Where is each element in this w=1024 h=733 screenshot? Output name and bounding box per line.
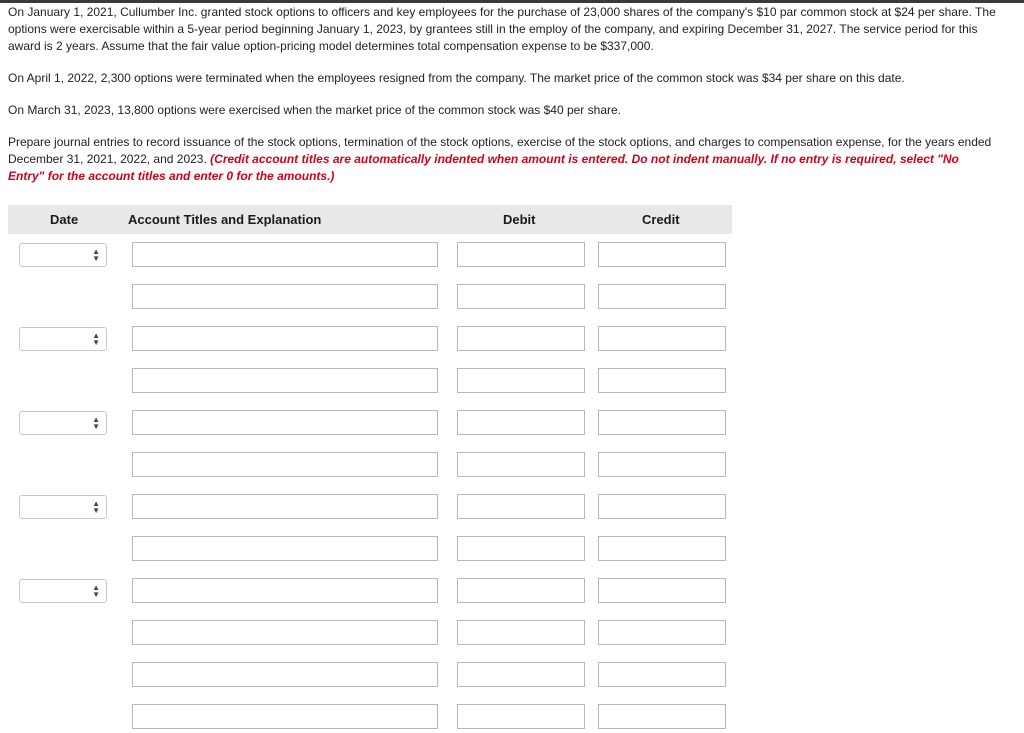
- header-debit: Debit: [503, 212, 536, 227]
- debit-input[interactable]: [457, 620, 585, 645]
- journal-table-header: [8, 205, 732, 234]
- credit-input[interactable]: [598, 326, 726, 351]
- instructions-note: (Credit account titles are automatically indented when amount is entered. Do not indent manually. If no entry is required, select "No Entry" for the account titles and enter 0 for the amounts.): [8, 152, 959, 183]
- date-select[interactable]: [19, 579, 107, 603]
- credit-input[interactable]: [598, 452, 726, 477]
- credit-input[interactable]: [598, 494, 726, 519]
- debit-input[interactable]: [457, 704, 585, 729]
- account-title-input[interactable]: [132, 620, 438, 645]
- credit-input[interactable]: [598, 242, 726, 267]
- debit-input[interactable]: [457, 494, 585, 519]
- debit-input[interactable]: [457, 284, 585, 309]
- problem-paragraph-2: On April 1, 2022, 2,300 options were terminated when the employees resigned from the company. The market price of the common stock was $34 per share on this date.: [8, 71, 905, 85]
- credit-input[interactable]: [598, 620, 726, 645]
- debit-input[interactable]: [457, 242, 585, 267]
- header-credit: Credit: [642, 212, 680, 227]
- up-down-arrows-icon: ▲ ▼: [92, 583, 100, 599]
- account-title-input[interactable]: [132, 368, 438, 393]
- account-title-input[interactable]: [132, 704, 438, 729]
- account-title-input[interactable]: [132, 242, 438, 267]
- problem-paragraph-3: On March 31, 2023, 13,800 options were exercised when the market price of the common stock was $40 per share.: [8, 103, 621, 117]
- problem-paragraph-1: On January 1, 2021, Cullumber Inc. granted stock options to officers and key employees for the purchase of 23,000 shares of the company's $10 par common stock at $24 per share. The options were exercisable within a 5-year period beginning January 1, 2023, by grantees still in the employ of the company, and expiring December 31, 2027. The service period for this award is 2 years. Assume that the fair value option-pricing model determines total compensation expense to be $337,000.: [8, 5, 996, 53]
- header-account-titles: Account Titles and Explanation: [128, 212, 322, 227]
- debit-input[interactable]: [457, 452, 585, 477]
- debit-input[interactable]: [457, 410, 585, 435]
- debit-input[interactable]: [457, 326, 585, 351]
- credit-input[interactable]: [598, 578, 726, 603]
- debit-input[interactable]: [457, 536, 585, 561]
- credit-input[interactable]: [598, 536, 726, 561]
- credit-input[interactable]: [598, 704, 726, 729]
- up-down-arrows-icon: ▲ ▼: [92, 331, 100, 347]
- date-select[interactable]: [19, 243, 107, 267]
- up-down-arrows-icon: ▲ ▼: [92, 415, 100, 431]
- account-title-input[interactable]: [132, 662, 438, 687]
- account-title-input[interactable]: [132, 410, 438, 435]
- account-title-input[interactable]: [132, 452, 438, 477]
- credit-input[interactable]: [598, 368, 726, 393]
- account-title-input[interactable]: [132, 536, 438, 561]
- credit-input[interactable]: [598, 662, 726, 687]
- up-down-arrows-icon: ▲ ▼: [92, 247, 100, 263]
- credit-input[interactable]: [598, 284, 726, 309]
- account-title-input[interactable]: [132, 494, 438, 519]
- date-select[interactable]: [19, 411, 107, 435]
- account-title-input[interactable]: [132, 578, 438, 603]
- date-select[interactable]: [19, 495, 107, 519]
- problem-statement: [8, 4, 998, 200]
- header-date: Date: [50, 212, 79, 227]
- debit-input[interactable]: [457, 368, 585, 393]
- credit-input[interactable]: [598, 410, 726, 435]
- account-title-input[interactable]: [132, 326, 438, 351]
- problem-paragraph-4: [8, 134, 998, 185]
- instructions-text: Prepare journal entries to record issuance of the stock options, termination of the stock options, exercise of the stock options, and charges to compensation expense, for the years ended December 31, 2021, 2022, and 2023.: [8, 135, 992, 166]
- debit-input[interactable]: [457, 662, 585, 687]
- date-select[interactable]: [19, 327, 107, 351]
- debit-input[interactable]: [457, 578, 585, 603]
- top-border: [0, 0, 1024, 3]
- up-down-arrows-icon: ▲ ▼: [92, 499, 100, 515]
- account-title-input[interactable]: [132, 284, 438, 309]
